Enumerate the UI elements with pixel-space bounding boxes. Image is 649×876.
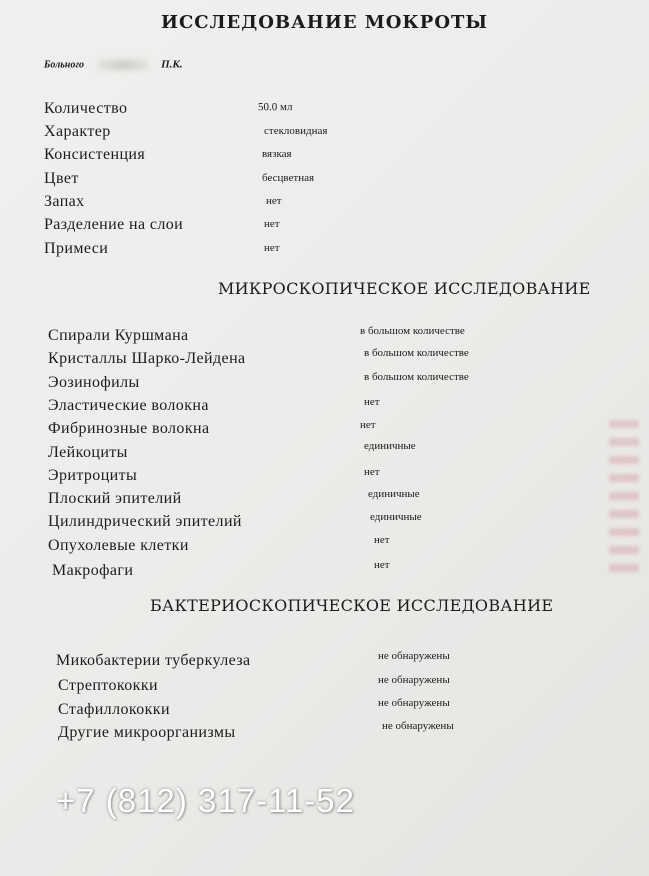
- patient-label: Больного: [44, 59, 85, 71]
- microscopy-label: Спирали Куршмана: [48, 327, 189, 344]
- bacterioscopy-label: Микобактерии туберкулеза: [56, 652, 251, 669]
- microscopy-value: в большом количестве: [364, 347, 469, 359]
- microscopy-label: Макрофаги: [52, 562, 134, 579]
- microscopy-label: Эритроциты: [48, 467, 138, 484]
- microscopy-label: Эластические волокна: [48, 397, 209, 414]
- microscopy-label: Опухолевые клетки: [48, 537, 189, 554]
- microscopy-value: нет: [360, 419, 376, 431]
- microscopy-value: нет: [374, 559, 390, 571]
- general-value: 50.0 мл: [258, 101, 293, 114]
- general-label: Характер: [44, 123, 111, 140]
- bacterioscopy-value: не обнаружены: [378, 650, 450, 662]
- general-value: стекловидная: [264, 125, 328, 137]
- patient-initials: П.К.: [161, 58, 183, 71]
- general-value: нет: [264, 218, 280, 230]
- microscopy-label: Кристаллы Шарко-Лейдена: [48, 350, 246, 367]
- microscopy-value: единичные: [364, 440, 416, 452]
- microscopy-value: в большом количестве: [364, 371, 469, 383]
- microscopy-label: Цилиндрический эпителий: [48, 513, 242, 530]
- microscopy-value: нет: [374, 534, 390, 546]
- bacterioscopy-heading: БАКТЕРИОСКОПИЧЕСКОЕ ИССЛЕДОВАНИЕ: [150, 596, 554, 615]
- bacterioscopy-value: не обнаружены: [378, 674, 450, 686]
- general-value: бесцветная: [262, 172, 315, 184]
- patient-line: [44, 58, 183, 72]
- microscopy-label: Лейкоциты: [48, 444, 128, 461]
- microscopy-value: нет: [364, 466, 380, 478]
- microscopy-heading: МИКРОСКОПИЧЕСКОЕ ИССЛЕДОВАНИЕ: [218, 279, 591, 298]
- microscopy-label: Фибринозные волокна: [48, 420, 210, 437]
- redacted-name: [97, 58, 149, 72]
- general-label: Запах: [44, 193, 85, 210]
- general-label: Примеси: [44, 240, 109, 257]
- general-value: нет: [266, 195, 282, 207]
- report-title: ИССЛЕДОВАНИЕ МОКРОТЫ: [160, 12, 489, 33]
- bacterioscopy-label: Стафиллококки: [58, 701, 170, 718]
- bacterioscopy-value: не обнаружены: [378, 697, 450, 709]
- microscopy-value: единичные: [368, 488, 420, 500]
- phone-number-watermark: +7 (812) 317-11-52: [56, 782, 355, 819]
- microscopy-label: Плоский эпителий: [48, 490, 182, 507]
- bacterioscopy-label: Другие микроорганизмы: [58, 724, 236, 741]
- microscopy-value: в большом количестве: [360, 325, 465, 337]
- general-label: Разделение на слои: [44, 216, 184, 233]
- general-label: Цвет: [44, 170, 79, 187]
- bacterioscopy-label: Стрептококки: [58, 677, 158, 694]
- bacterioscopy-value: не обнаружены: [382, 720, 454, 732]
- microscopy-value: единичные: [370, 511, 422, 523]
- general-value: нет: [264, 242, 280, 254]
- general-label: Количество: [44, 99, 128, 117]
- general-label: Консистенция: [44, 146, 146, 163]
- general-value: вязкая: [262, 148, 292, 160]
- microscopy-value: нет: [364, 396, 380, 408]
- microscopy-label: Эозинофилы: [48, 374, 140, 391]
- bleed-through-mark: [609, 420, 639, 580]
